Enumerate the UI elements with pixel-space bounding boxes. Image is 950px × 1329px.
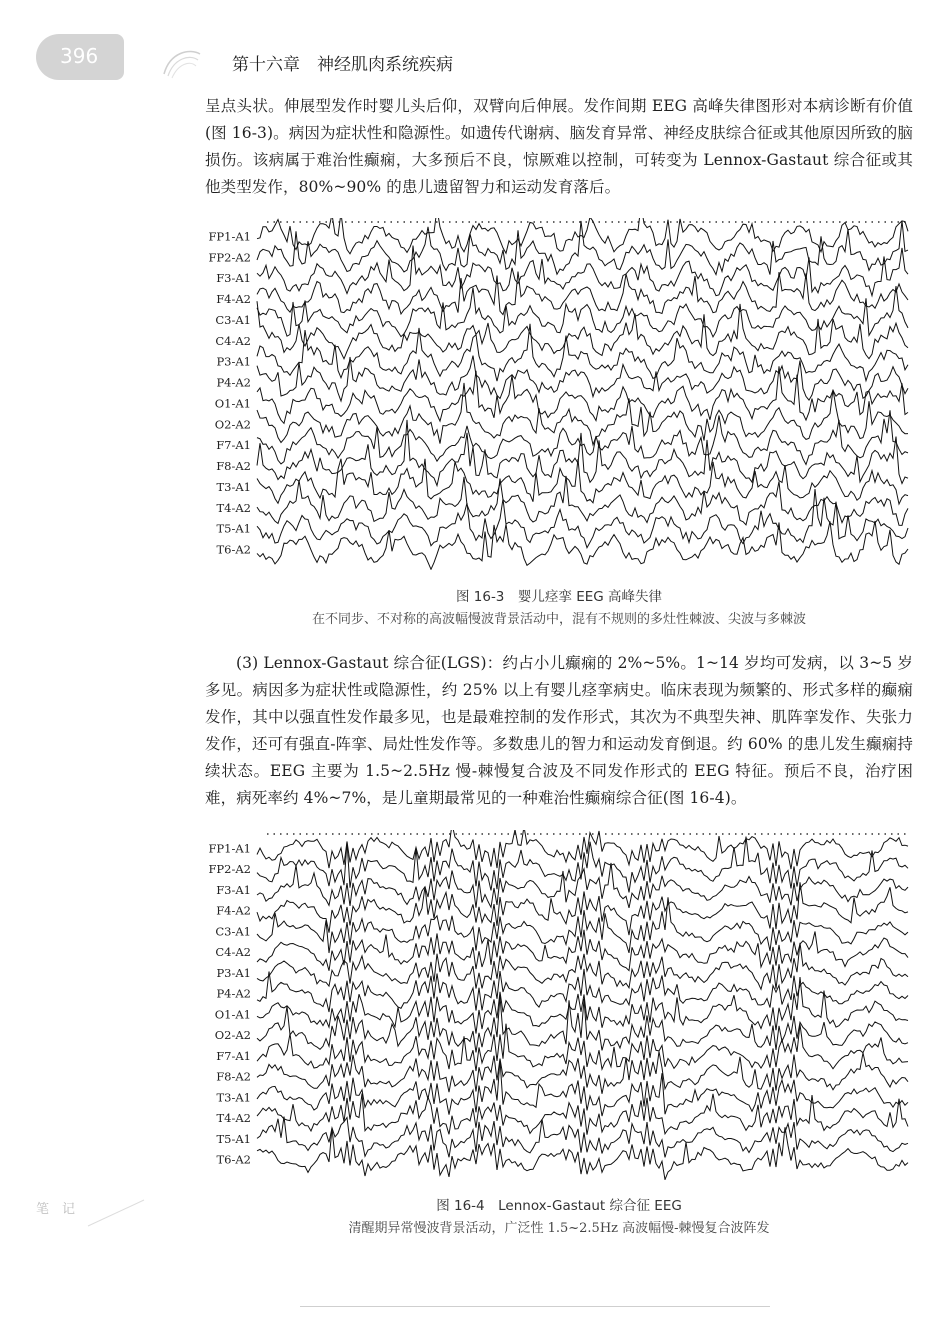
eeg-trace bbox=[257, 489, 908, 548]
channel-label: P3-A1 bbox=[216, 354, 251, 369]
channel-label: FP2-A2 bbox=[208, 250, 251, 265]
eeg-trace bbox=[257, 1093, 908, 1134]
eeg-trace bbox=[257, 383, 908, 445]
channel-label: FP2-A2 bbox=[208, 862, 251, 877]
channel-label: C4-A2 bbox=[215, 333, 251, 348]
channel-label: O1-A1 bbox=[214, 396, 251, 411]
margin-notes-label: 笔 记 bbox=[36, 1202, 76, 1217]
figure-16-4-caption: 图 16-4 Lennox-Gastaut 综合征 EEG bbox=[436, 1198, 682, 1214]
channel-label: F8-A2 bbox=[216, 459, 251, 474]
body-paragraph-2: (3) Lennox-Gastaut 综合征(LGS)：约占小儿癫痫的 2%~5%。1~14 岁均可发病，以 3~5 岁多见。病因多为症状性或隐源性，约 25% 以上有婴儿痉挛病史。临床表现为频繁的、形式多样的癫痫发作，其中以强直性发作最多见，也是最难控制的发作形式，其次为不典型失神、肌阵挛发作、失张力发作，还可有强直-阵挛、局灶性发作等。多数患儿的智力和运动发育倒退。约 60% 的患儿发生癫痫持续状态。EEG 主要为 1.5~2.5Hz 慢-棘慢复合波及不同发作形式的 EEG 特征。预后不良，治疗困难，病死率约 4%~7%，是儿童期最常见的一种难治性癫痫综合征(图 16-4)。 bbox=[205, 654, 913, 807]
eeg-trace bbox=[257, 301, 908, 359]
channel-label: T6-A2 bbox=[216, 542, 251, 557]
eeg-trace bbox=[257, 521, 908, 569]
figure-16-4-subcaption: 清醒期异常慢波背景活动，广泛性 1.5~2.5Hz 高波幅慢-棘慢复合波阵发 bbox=[348, 1221, 770, 1236]
channel-label: P4-A2 bbox=[216, 375, 251, 390]
eeg-trace bbox=[257, 1127, 908, 1179]
body-paragraph-1: 呈点头状。伸展型发作时婴儿头后仰，双臂向后伸展。发作间期 EEG 高峰失律图形对本病诊断有价值(图 16-3)。病因为症状性和隐源性。如遗传代谢病、脑发育异常、神经皮肤综合征或其他原因所致的脑损伤。该病属于难治性癫痫，大多预后不良，惊厥难以控制，可转变为 Lennox-Gastaut 综合征或其他类型发作，80%~90% 的患儿遗留智力和运动发育落后。 bbox=[205, 97, 913, 196]
channel-label: T3-A1 bbox=[216, 479, 251, 494]
margin-pen-stroke-icon bbox=[86, 1198, 146, 1228]
channel-label: F3-A1 bbox=[216, 882, 251, 897]
channel-label: C3-A1 bbox=[215, 312, 251, 327]
channel-label: O2-A2 bbox=[214, 417, 251, 432]
channel-label: T5-A1 bbox=[216, 521, 251, 536]
eeg-trace bbox=[257, 459, 908, 504]
eeg-trace bbox=[257, 930, 908, 971]
eeg-trace-figure-16-3 bbox=[195, 218, 915, 570]
channel-label: T4-A2 bbox=[216, 1111, 251, 1126]
figure-16-3-caption: 图 16-3 婴儿痉挛 EEG 高峰失律 bbox=[455, 589, 663, 605]
eeg-trace bbox=[257, 356, 908, 402]
channel-label: T5-A1 bbox=[216, 1131, 251, 1146]
figure-16-4 bbox=[195, 830, 915, 1180]
channel-label: FP1-A1 bbox=[208, 841, 251, 856]
eeg-trace bbox=[257, 221, 908, 275]
decorative-swirl-icon bbox=[160, 44, 204, 80]
eeg-trace bbox=[257, 476, 908, 526]
eeg-trace-figure-16-4 bbox=[195, 830, 915, 1180]
page-number: 396 bbox=[60, 44, 99, 68]
channel-label: O1-A1 bbox=[214, 1007, 251, 1022]
eeg-trace bbox=[257, 246, 908, 296]
channel-label: T4-A2 bbox=[216, 500, 251, 515]
channel-label: T6-A2 bbox=[216, 1152, 251, 1167]
channel-label: P4-A2 bbox=[216, 986, 251, 1001]
eeg-trace bbox=[257, 366, 908, 423]
channel-label: F3-A1 bbox=[216, 271, 251, 286]
channel-label: F4-A2 bbox=[216, 903, 251, 918]
channel-label: T3-A1 bbox=[216, 1090, 251, 1105]
figure-16-3-subcaption: 在不同步、不对称的高波幅慢波背景活动中，混有不规则的多灶性棘波、尖波与多棘波 bbox=[311, 612, 806, 627]
channel-label: P3-A1 bbox=[216, 965, 251, 980]
channel-label: F7-A1 bbox=[216, 438, 251, 453]
bottom-rule bbox=[300, 1306, 770, 1307]
channel-label: F4-A2 bbox=[216, 292, 251, 307]
channel-label: C3-A1 bbox=[215, 924, 251, 939]
page-number-badge bbox=[36, 34, 124, 80]
channel-label: FP1-A1 bbox=[208, 229, 251, 244]
channel-label: O2-A2 bbox=[214, 1028, 251, 1043]
chapter-title: 第十六章 神经肌肉系统疾病 bbox=[232, 55, 453, 75]
channel-label: F7-A1 bbox=[216, 1048, 251, 1063]
channel-label: F8-A2 bbox=[216, 1069, 251, 1084]
channel-label: C4-A2 bbox=[215, 945, 251, 960]
figure-16-3 bbox=[195, 218, 915, 570]
